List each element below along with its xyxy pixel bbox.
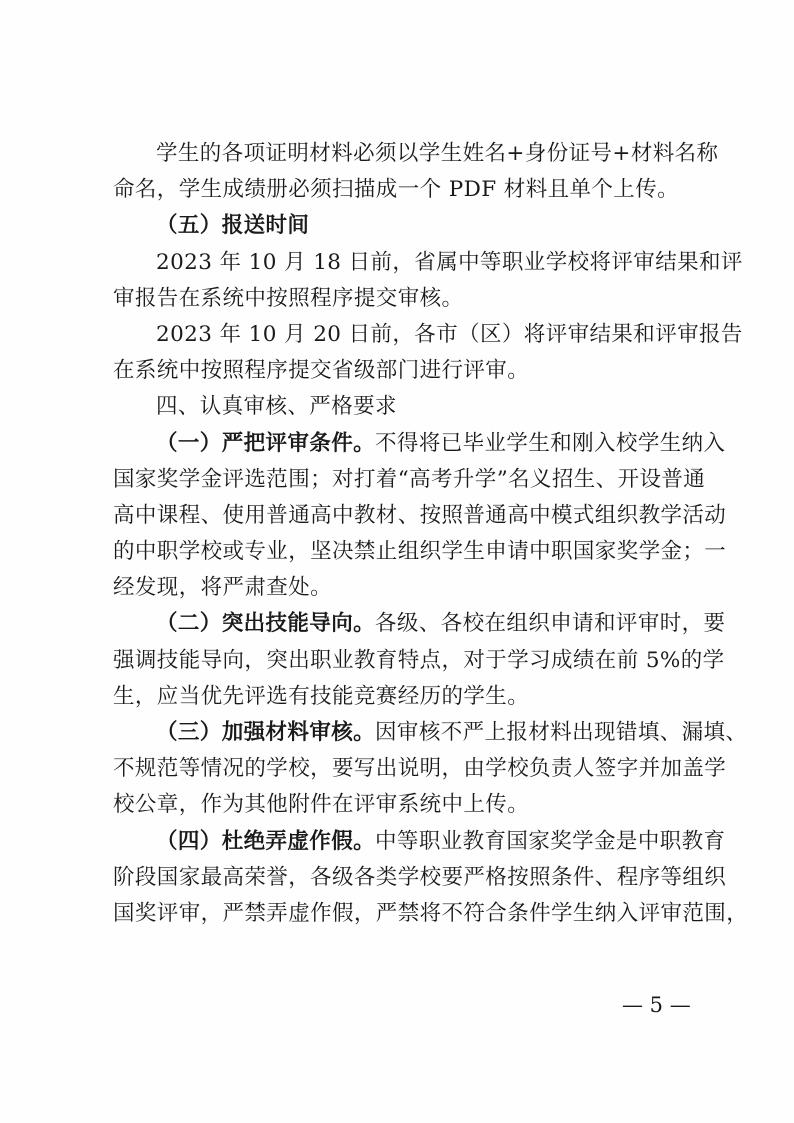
text-line — [113, 534, 727, 570]
line-text: 阶段国家最高荣誉，各级各类学校要严格按照条件、程序等组织 — [113, 864, 727, 890]
line-text: 高中课程、使用普通高中教材、按照普通高中模式组织教学活动 — [113, 502, 727, 528]
text-line — [113, 643, 725, 679]
text-line — [113, 245, 743, 281]
page-number: — 5 — — [622, 993, 691, 1017]
line-text: 国家奖学金评选范围；对打着“高考升学”名义招生、开设普通 — [113, 466, 706, 492]
line-text: 审报告在系统中按照程序提交审核。 — [113, 285, 464, 311]
text-line — [113, 462, 706, 498]
text-line — [113, 860, 727, 896]
text-line — [113, 498, 727, 534]
line-text: 不得将已毕业学生和刚入校学生纳入 — [375, 430, 726, 456]
text-line — [113, 787, 703, 823]
text-line — [113, 679, 703, 715]
line-text: 经发现，将严肃查处。 — [113, 575, 333, 601]
line-text: 学生的各项证明材料必须以学生姓名+身份证号+材料名称 — [156, 141, 719, 166]
line-text: 的中职学校或专业，坚决禁止组织学生申请中职国家奖学金；一 — [113, 539, 727, 565]
line-text: 强调技能导向，突出职业教育特点，对于学习成绩在前 5%的学 — [113, 647, 725, 673]
text-line — [113, 896, 749, 932]
item-title: （四）杜绝弄虚作假。 — [156, 828, 376, 854]
text-line — [113, 606, 726, 642]
text-line — [113, 281, 703, 317]
text-line — [113, 715, 748, 751]
line-text: 2023 年 10 月 18 日前，省属中等职业学校将评审结果和评 — [156, 249, 743, 275]
item-title: （三）加强材料审核。 — [156, 720, 376, 745]
body-text — [113, 136, 749, 932]
line-text: 校公章，作为其他附件在评审系统中上传。 — [113, 792, 530, 818]
line-text: 在系统中按照程序提交省级部门进行评审。 — [113, 358, 530, 384]
text-line — [113, 136, 719, 172]
item-title: （二）突出技能导向。 — [156, 611, 376, 637]
text-line — [113, 172, 703, 208]
text-line — [113, 317, 743, 353]
line-text: 中等职业教育国家奖学金是中职教育 — [375, 828, 726, 854]
line-text: 命名，学生成绩册必须扫描成一个 PDF 材料且单个上传。 — [113, 177, 679, 203]
text-line — [113, 824, 726, 860]
heading-text: 四、认真审核、严格要求 — [156, 394, 397, 420]
line-text: 各级、各校在组织申请和评审时，要 — [375, 611, 726, 637]
text-line — [113, 570, 703, 606]
line-text: 生，应当优先评选有技能竞赛经历的学生。 — [113, 683, 530, 709]
text-line — [113, 426, 726, 462]
line-text: 不规范等情况的学校，要写出说明，由学校负责人签字并加盖学 — [113, 756, 727, 782]
section-heading — [113, 389, 703, 425]
text-line — [113, 353, 703, 389]
line-text: 2023 年 10 月 20 日前，各市（区）将评审结果和评审报告 — [156, 321, 743, 347]
text-line — [113, 751, 727, 787]
line-text: 国奖评审，严禁弄虚作假，严禁将不符合条件学生纳入评审范围， — [113, 900, 749, 926]
section-heading — [113, 208, 703, 244]
line-text: 因审核不严上报材料出现错填、漏填、 — [375, 720, 748, 745]
item-title: （一）严把评审条件。 — [156, 430, 376, 456]
heading-text: （五）报送时间 — [156, 213, 310, 239]
